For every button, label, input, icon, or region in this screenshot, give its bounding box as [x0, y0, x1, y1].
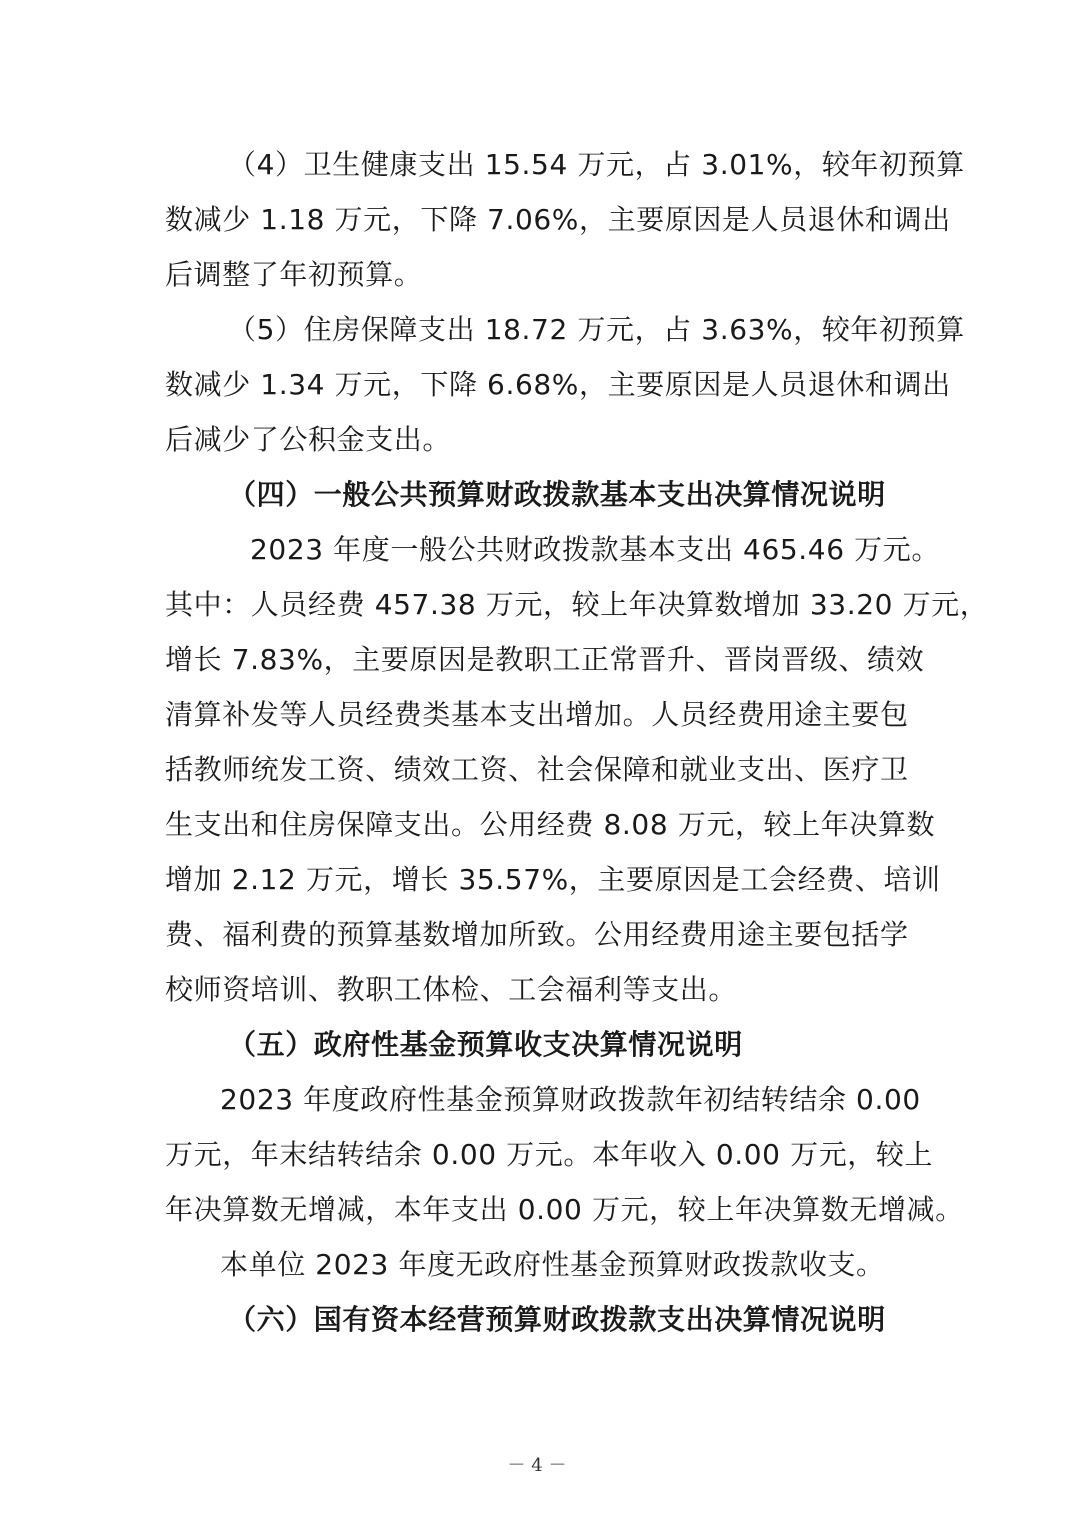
paragraph-government-fund-line-2: 万元，年末结转结余 0.00 万元。本年收入 0.00 万元，较上 — [165, 1138, 934, 1171]
paragraph-basic-expense-line-7: 增加 2.12 万元，增长 35.57%，主要原因是工会经费、培训 — [165, 863, 941, 896]
paragraph-housing-expense-line-1: （5）住房保障支出 18.72 万元，占 3.63%，较年初预算 — [228, 313, 965, 346]
paragraph-basic-expense-line-6: 生支出和住房保障支出。公用经费 8.08 万元，较上年决算数 — [165, 808, 936, 841]
paragraph-government-fund-line-3: 年决算数无增减，本年支出 0.00 万元，较上年决算数无增减。 — [165, 1193, 964, 1226]
paragraph-health-expense-line-1: （4）卫生健康支出 15.54 万元，占 3.01%，较年初预算 — [228, 148, 965, 181]
paragraph-housing-expense-line-3: 后减少了公积金支出。 — [165, 423, 452, 456]
section-heading-government-fund: （五）政府性基金预算收支决算情况说明 — [228, 1028, 743, 1061]
paragraph-basic-expense-line-5: 括教师统发工资、绩效工资、社会保障和就业支出、医疗卫 — [165, 753, 909, 786]
paragraph-basic-expense-line-4: 清算补发等人员经费类基本支出增加。人员经费用途主要包 — [165, 698, 909, 731]
paragraph-health-expense-line-2: 数减少 1.18 万元，下降 7.06%，主要原因是人员退休和调出 — [165, 203, 951, 236]
paragraph-government-fund-line-4: 本单位 2023 年度无政府性基金预算财政拨款收支。 — [220, 1248, 885, 1281]
section-heading-basic-expense: （四）一般公共预算财政拨款基本支出决算情况说明 — [228, 478, 886, 511]
section-heading-state-capital: （六）国有资本经营预算财政拨款支出决算情况说明 — [228, 1303, 886, 1336]
paragraph-basic-expense-line-8: 费、福利费的预算基数增加所致。公用经费用途主要包括学 — [165, 918, 909, 951]
page-number: － 4 － — [507, 1455, 567, 1476]
paragraph-basic-expense-line-3: 增长 7.83%，主要原因是教职工正常晋升、晋岗晋级、绩效 — [165, 643, 925, 676]
paragraph-health-expense-line-3: 后调整了年初预算。 — [165, 258, 423, 291]
paragraph-housing-expense-line-2: 数减少 1.34 万元，下降 6.68%，主要原因是人员退休和调出 — [165, 368, 951, 401]
paragraph-government-fund-line-1: 2023 年度政府性基金预算财政拨款年初结转结余 0.00 — [220, 1083, 921, 1116]
paragraph-basic-expense-line-9: 校师资培训、教职工体检、工会福利等支出。 — [165, 973, 738, 1006]
paragraph-basic-expense-line-1: 2023 年度一般公共财政拨款基本支出 465.46 万元。 — [250, 533, 940, 566]
paragraph-basic-expense-line-2: 其中：人员经费 457.38 万元，较上年决算数增加 33.20 万元， — [165, 588, 989, 621]
